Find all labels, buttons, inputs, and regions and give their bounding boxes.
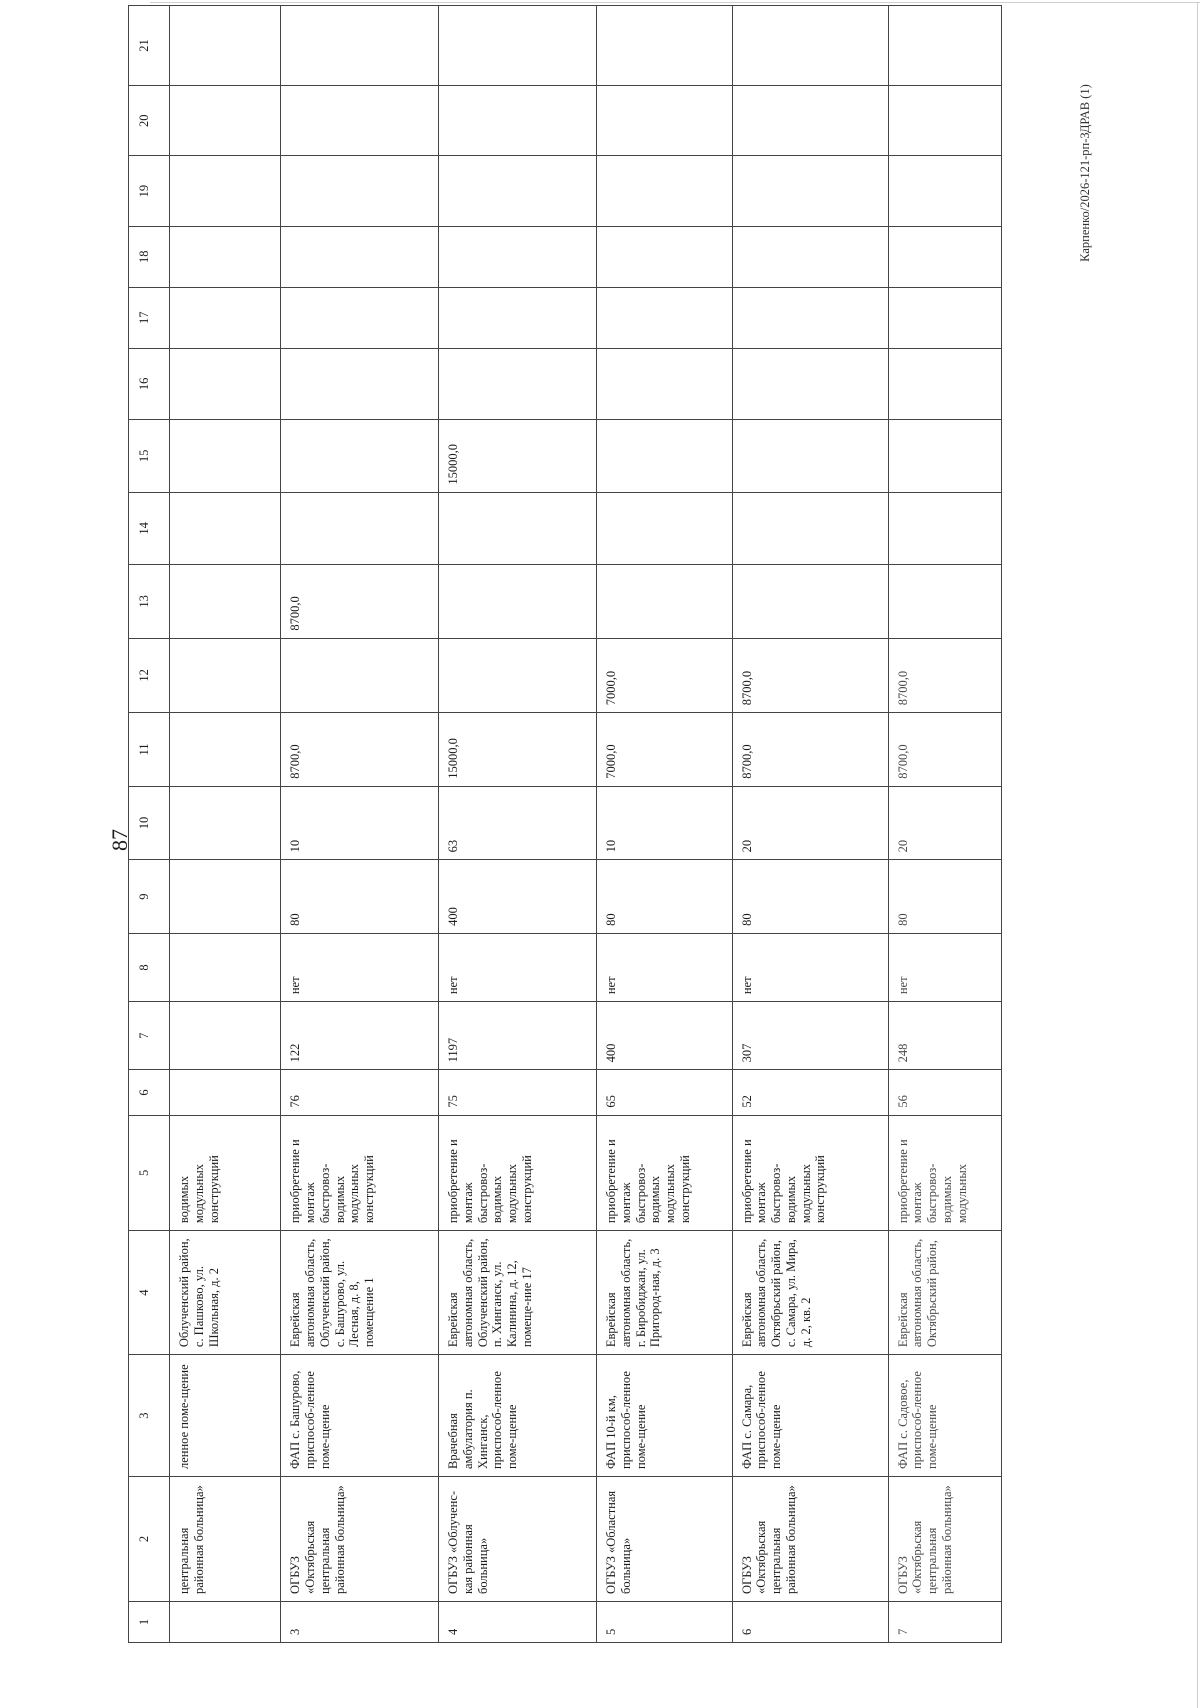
table-cell: ФАП 10-й км, приспособ-ленное поме-щение xyxy=(597,1355,733,1477)
table-cell xyxy=(439,6,597,86)
table-cell xyxy=(281,6,439,86)
table-cell xyxy=(597,86,733,156)
document-code: Карпенко/2026-121-рп-ЗДРАВ (1) xyxy=(1078,84,1092,262)
table-cell: 20 xyxy=(888,786,1001,860)
table-cell: 8700,0 xyxy=(888,638,1001,713)
col-number: 21 xyxy=(129,6,170,86)
table-cell: 10 xyxy=(281,786,439,860)
table-cell: 56 xyxy=(888,1070,1001,1115)
table-cell xyxy=(732,226,888,287)
table-cell: 80 xyxy=(281,860,439,934)
table-cell: 8700,0 xyxy=(732,713,888,787)
table-cell xyxy=(732,6,888,86)
col-number: 19 xyxy=(129,156,170,226)
table-cell xyxy=(888,226,1001,287)
table-cell: нет xyxy=(439,933,597,1001)
table-cell: ФАП с. Садовое, приспособ-ленное поме-щение xyxy=(888,1355,1001,1477)
table-cell: нет xyxy=(597,933,733,1001)
table-row xyxy=(170,6,281,1643)
table-cell xyxy=(170,860,281,934)
col-number: 18 xyxy=(129,226,170,287)
table-cell: 4 xyxy=(439,1602,597,1643)
table-cell xyxy=(888,156,1001,226)
table-cell: Врачебная амбулатория п. Хинганск, приспособ-ленное поме-щение xyxy=(439,1355,597,1477)
table-cell: 307 xyxy=(732,1002,888,1070)
table-cell: ОГБУЗ «Областная больница» xyxy=(597,1477,733,1602)
table-cell xyxy=(170,565,281,639)
table-cell: ОГБУЗ «Октябрьская центральная районная больница» xyxy=(281,1477,439,1602)
table-cell: нет xyxy=(281,933,439,1001)
table-cell xyxy=(732,565,888,639)
table-cell: 400 xyxy=(439,860,597,934)
col-number: 17 xyxy=(129,287,170,348)
rotated-table-container xyxy=(128,5,1002,1643)
table-cell xyxy=(439,156,597,226)
table-cell: 5 xyxy=(597,1602,733,1643)
table-cell: ОГБУЗ «Облученс-кая районная больница» xyxy=(439,1477,597,1602)
table-cell xyxy=(170,226,281,287)
col-number: 6 xyxy=(129,1070,170,1115)
table-cell xyxy=(170,1602,281,1643)
table-cell xyxy=(170,933,281,1001)
col-number: 15 xyxy=(129,420,170,492)
table-cell: 80 xyxy=(888,860,1001,934)
table-cell xyxy=(170,287,281,348)
table-cell: ленное поме-щение xyxy=(170,1355,281,1477)
table-cell xyxy=(170,713,281,787)
table-cell: ОГБУЗ «Октябрьская центральная районная больница» xyxy=(732,1477,888,1602)
table-cell: 8700,0 xyxy=(888,713,1001,787)
table-cell: 80 xyxy=(732,860,888,934)
table-cell xyxy=(732,420,888,492)
table-cell: Еврейская автономная область, г. Биробиджан, ул. Пригород-ная, д. 3 xyxy=(597,1231,733,1355)
table-cell xyxy=(597,420,733,492)
table-cell xyxy=(597,565,733,639)
table-cell xyxy=(170,86,281,156)
program-table xyxy=(128,5,1002,1643)
table-cell xyxy=(597,348,733,419)
table-cell xyxy=(170,1070,281,1115)
table-cell xyxy=(597,156,733,226)
table-cell: 7000,0 xyxy=(597,638,733,713)
table-cell: ФАП с. Самара, приспособ-ленное поме-щение xyxy=(732,1355,888,1477)
table-cell: 7000,0 xyxy=(597,713,733,787)
table-row xyxy=(597,6,733,1643)
table-row xyxy=(439,6,597,1643)
table-cell xyxy=(439,287,597,348)
table-cell: 75 xyxy=(439,1070,597,1115)
table-cell xyxy=(888,565,1001,639)
table-cell xyxy=(170,786,281,860)
table-cell: 8700,0 xyxy=(281,565,439,639)
table-cell: водимых модульных конструкций xyxy=(170,1115,281,1231)
table-cell: нет xyxy=(732,933,888,1001)
col-number: 7 xyxy=(129,1002,170,1070)
table-cell xyxy=(170,420,281,492)
table-cell: Облученский район, с. Пашково, ул. Школьная, д. 2 xyxy=(170,1231,281,1355)
table-cell xyxy=(439,492,597,564)
table-cell xyxy=(281,287,439,348)
col-number: 12 xyxy=(129,638,170,713)
table-cell xyxy=(888,348,1001,419)
table-cell xyxy=(597,287,733,348)
table-cell: приобретение и монтаж быстровоз-водимых модульных xyxy=(888,1115,1001,1231)
table-cell: Еврейская автономная область, Облученский район, п. Хинганск, ул. Калинина, д. 12, помеще-ние 17 xyxy=(439,1231,597,1355)
table-cell: нет xyxy=(888,933,1001,1001)
col-number: 4 xyxy=(129,1231,170,1355)
table-cell xyxy=(732,156,888,226)
table-cell xyxy=(888,420,1001,492)
col-number: 3 xyxy=(129,1355,170,1477)
col-number: 5 xyxy=(129,1115,170,1231)
table-cell xyxy=(439,565,597,639)
table-cell: 15000,0 xyxy=(439,713,597,787)
table-cell xyxy=(281,492,439,564)
col-number: 14 xyxy=(129,492,170,564)
col-number: 16 xyxy=(129,348,170,419)
table-cell: 3 xyxy=(281,1602,439,1643)
table-row xyxy=(888,6,1001,1643)
table-cell: 63 xyxy=(439,786,597,860)
table-cell: 400 xyxy=(597,1002,733,1070)
table-cell xyxy=(439,638,597,713)
col-number: 11 xyxy=(129,713,170,787)
table-cell xyxy=(732,287,888,348)
table-cell: Еврейская автономная область, Облученский район, с. Башурово, ул. Лесная, д. 8, помещение 1 xyxy=(281,1231,439,1355)
table-cell xyxy=(597,226,733,287)
table-cell: приобретение и монтаж быстровоз-водимых модульных конструкций xyxy=(732,1115,888,1231)
table-cell xyxy=(170,1002,281,1070)
table-cell xyxy=(888,6,1001,86)
table-cell: 15000,0 xyxy=(439,420,597,492)
table-cell: 248 xyxy=(888,1002,1001,1070)
table-cell xyxy=(439,226,597,287)
table-cell xyxy=(439,348,597,419)
table-cell xyxy=(281,638,439,713)
table-cell: 10 xyxy=(597,786,733,860)
table-cell xyxy=(732,86,888,156)
table-cell: приобретение и монтаж быстровоз-водимых модульных конструкций xyxy=(597,1115,733,1231)
table-cell xyxy=(281,156,439,226)
table-cell: 122 xyxy=(281,1002,439,1070)
col-number: 1 xyxy=(129,1602,170,1643)
table-cell: 6 xyxy=(732,1602,888,1643)
table-cell xyxy=(732,492,888,564)
table-cell xyxy=(170,6,281,86)
table-cell: 1197 xyxy=(439,1002,597,1070)
table-cell: 8700,0 xyxy=(281,713,439,787)
scan-edge-right xyxy=(1197,2,1198,1708)
col-number: 20 xyxy=(129,86,170,156)
col-number: 10 xyxy=(129,786,170,860)
table-cell xyxy=(439,86,597,156)
table-cell xyxy=(888,492,1001,564)
table-cell xyxy=(888,287,1001,348)
table-cell xyxy=(597,6,733,86)
table-cell xyxy=(170,156,281,226)
table-cell: 8700,0 xyxy=(732,638,888,713)
table-cell: 20 xyxy=(732,786,888,860)
table-cell xyxy=(170,348,281,419)
table-cell: Еврейская автономная область, Октябрьский район, с. Самара, ул. Мира, д. 2, кв. 2 xyxy=(732,1231,888,1355)
table-cell: приобретение и монтаж быстровоз-водимых модульных конструкций xyxy=(439,1115,597,1231)
table-cell: 80 xyxy=(597,860,733,934)
scan-edge-top xyxy=(150,2,1200,3)
table-cell xyxy=(281,420,439,492)
table-cell: Еврейская автономная область, Октябрьский район, xyxy=(888,1231,1001,1355)
table-cell xyxy=(732,348,888,419)
table-header-row xyxy=(129,6,170,1643)
table-cell: ОГБУЗ «Октябрьская центральная районная больница» xyxy=(888,1477,1001,1602)
table-cell xyxy=(281,86,439,156)
col-number: 13 xyxy=(129,565,170,639)
col-number: 9 xyxy=(129,860,170,934)
page-number: 87 xyxy=(107,829,132,851)
table-cell: приобретение и монтаж быстровоз-водимых модульных конструкций xyxy=(281,1115,439,1231)
table-cell: 76 xyxy=(281,1070,439,1115)
table-row xyxy=(732,6,888,1643)
table-row xyxy=(281,6,439,1643)
table-cell xyxy=(281,348,439,419)
table-cell xyxy=(170,492,281,564)
col-number: 2 xyxy=(129,1477,170,1602)
table-cell: центральная районная больница» xyxy=(170,1477,281,1602)
table-cell xyxy=(281,226,439,287)
table-cell xyxy=(597,492,733,564)
table-cell: 7 xyxy=(888,1602,1001,1643)
table-cell: ФАП с. Башурово, приспособ-ленное поме-щение xyxy=(281,1355,439,1477)
table-cell xyxy=(888,86,1001,156)
col-number: 8 xyxy=(129,933,170,1001)
table-cell: 52 xyxy=(732,1070,888,1115)
table-cell: 65 xyxy=(597,1070,733,1115)
table-cell xyxy=(170,638,281,713)
